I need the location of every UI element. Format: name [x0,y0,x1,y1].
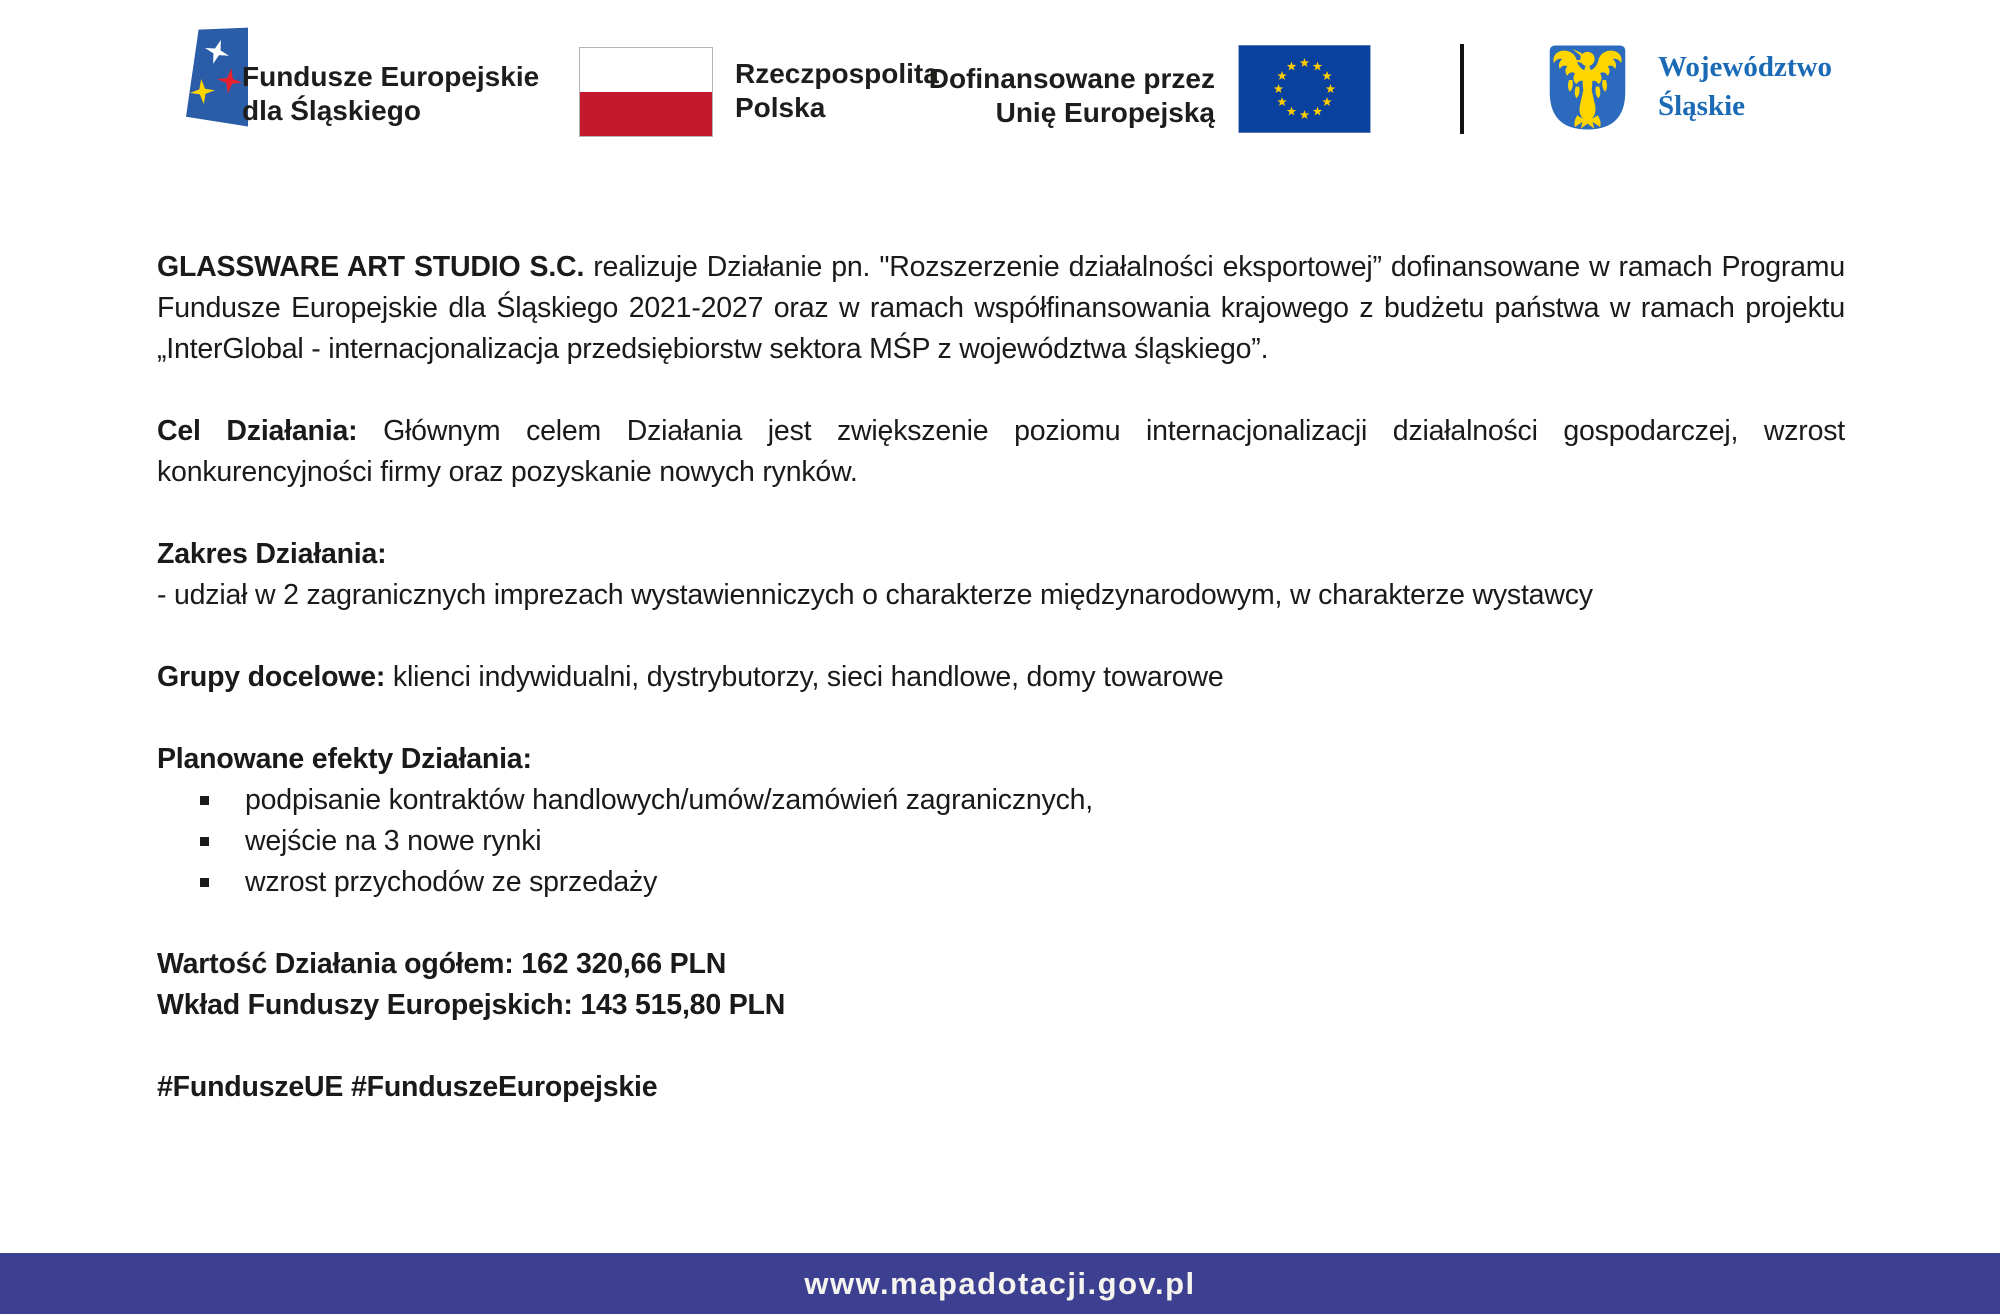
scope-item: - udział w 2 zagranicznych imprezach wystawienniczych o charakterze międzynarodowym, w charakterze wystawcy [157,579,1593,611]
list-item: wejście na 3 nowe rynki [157,821,1845,862]
company-name: GLASSWARE ART STUDIO S.C. [157,251,585,283]
rzeczpospolita-polska-label: Rzeczpospolita Polska [735,58,939,123]
total-value-line: Wartość Działania ogółem: 162 320,66 PLN [157,948,727,980]
target-groups-paragraph: Grupy docelowe: klienci indywidualni, dystrybutorzy, sieci handlowe, domy towarowe [157,661,1224,693]
slaskie-coat-of-arms-icon [1547,43,1628,132]
eu-funding-label: Dofinansowane przez Unię Europejską [928,63,1215,128]
planned-effects-section [157,739,1845,903]
eu-contribution-line: Wkład Funduszy Europejskich: 143 515,80 PLN [157,989,786,1021]
scope-section [157,534,1845,616]
eu-flag-icon [1238,45,1371,133]
funding-values-section [157,944,1845,1026]
wojewodztwo-slaskie-label: Województwo Śląskie [1658,51,1832,122]
scope-label: Zakres Działania: [157,538,387,570]
planned-effects-label: Planowane efekty Działania: [157,743,532,775]
document-body [157,247,1845,1108]
fundusze-europejskie-label: Fundusze Europejskie dla Śląskiego [242,61,540,126]
goal-label: Cel Działania: [157,415,358,447]
header-divider [1460,44,1464,134]
fundusze-europejskie-logo-icon [186,26,248,130]
planned-effects-list [157,780,1845,903]
goal-paragraph: Cel Działania: Głównym celem Działania jest zwiększenie poziomu internacjonalizacji działalności gospodarczej, wzrost konkurencyjności firmy oraz pozyskanie nowych rynków. [157,415,1845,488]
footer-url: www.mapadotacji.gov.pl [804,1265,1196,1301]
poland-flag-icon [579,47,713,137]
hashtags-line: #FunduszeUE #FunduszeEuropejskie [157,1071,658,1103]
list-item: podpisanie kontraktów handlowych/umów/zamówień zagranicznych, [157,780,1845,821]
list-item: wzrost przychodów ze sprzedaży [157,862,1845,903]
footer-bar [0,1253,2000,1314]
target-groups-label: Grupy docelowe: [157,661,386,693]
intro-paragraph: GLASSWARE ART STUDIO S.C. realizuje Działanie pn. "Rozszerzenie działalności eksportowej” dofinansowane w ramach Programu Fundusze Europejskie dla Śląskiego 2021-2027 oraz w ramach współfinansowania krajowego z budżetu państwa w ramach projektu „InterGlobal - internacjonalizacja przedsiębiorstw sektora MŚP z województwa śląskiego”. [157,251,1846,365]
